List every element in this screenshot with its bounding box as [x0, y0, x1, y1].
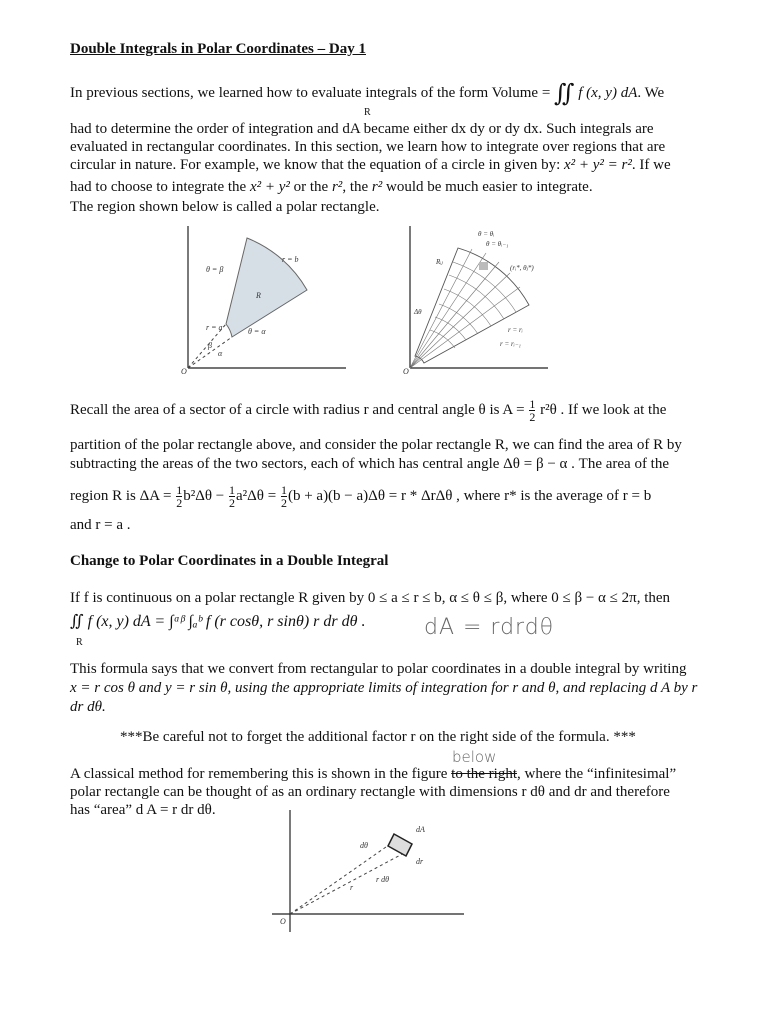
fig3-small-rectangle — [388, 834, 412, 856]
fig2-label-ri: r = rᵢ — [508, 326, 523, 334]
intro-line-2: had to determine the order of integration and dA became either dx dy or dy dx. Such integrals are — [70, 121, 654, 137]
fig2-grid — [410, 249, 520, 368]
handwritten-below: below — [452, 748, 497, 766]
double-integral-symbol: ∬ — [554, 81, 575, 107]
fig2-label-ri1: r = rᵢ₋₁ — [500, 340, 521, 348]
fig3-label-dtheta: dθ — [360, 841, 368, 850]
intro-l4-text: circular in nature. For example, we know that the equation of a circle in given by: — [70, 157, 561, 173]
frac3-den: 2 — [280, 496, 287, 510]
frac3-num: 1 — [280, 483, 287, 497]
recall-line-3: subtracting the areas of the two sectors, each of which has central angle Δθ = β − α . The area of the — [70, 456, 670, 472]
recall-line-5: and r = a . — [70, 517, 131, 533]
section-heading: Change to Polar Coordinates in a Double Integral — [70, 553, 389, 569]
intro-l1-region: R — [364, 107, 371, 118]
fig3-label-r: r — [350, 883, 354, 892]
method-line-3: has “area” d A = r dr dθ. — [70, 802, 216, 818]
frac1-den: 2 — [176, 496, 183, 510]
recall-l1-text: Recall the area of a sector of a circle with radius r and central angle θ is A = — [70, 401, 525, 418]
fig1-region — [226, 238, 307, 337]
method-line-1 — [70, 765, 676, 784]
recall-l4-frac-2 — [229, 484, 235, 509]
fig1-label-theta-beta: θ = β — [206, 265, 224, 274]
recall-l4-a: region R is ΔA = — [70, 487, 172, 504]
page-title: Double Integrals in Polar Coordinates – Day 1 — [70, 41, 366, 57]
fig2-label-dtheta: Δθ — [414, 308, 422, 316]
fig1-label-beta: β — [208, 341, 212, 350]
frac2-num: 1 — [229, 483, 235, 497]
intro-line-5 — [70, 178, 593, 197]
handwritten-note: dA = rdrdθ — [424, 615, 555, 640]
fig1-label-r-b: r = b — [282, 255, 299, 264]
method-l1-a: A classical method for remembering this is shown in the figure — [70, 766, 452, 782]
fig2-highlight-cell — [479, 262, 488, 270]
change-line-1: If f is continuous on a polar rectangle R given by 0 ≤ a ≤ r ≤ b, α ≤ θ ≤ β, where 0 ≤ β − α ≤ 2π, then — [70, 590, 671, 606]
frac1-num: 1 — [176, 483, 183, 497]
change-line-4: dr dθ. — [70, 699, 106, 715]
intro-l4-end: . If we — [631, 157, 671, 173]
intro-l1-text: In previous sections, we learned how to evaluate integrals of the form Volume = — [70, 85, 551, 101]
intro-line-3: evaluated in rectangular coordinates. In this section, we learn how to integrate over regions that are — [70, 139, 666, 155]
method-line-2: polar rectangle can be thought of as an ordinary rectangle with dimensions r dθ and dr and therefore — [70, 784, 670, 800]
recall-l1-num: 1 — [529, 397, 536, 411]
recall-l4-d: (b + a)(b − a)Δθ = r * ΔrΔθ , where r* is the average of r = b — [287, 487, 652, 504]
intro-l5-b: x² + y² — [249, 179, 290, 195]
fig1-label-r-a: r = a — [206, 323, 223, 332]
intro-line-4 — [70, 156, 671, 175]
intro-l5-c: or the — [293, 179, 329, 195]
fig2-label-point: (rᵢ*, θⱼ*) — [510, 264, 534, 272]
change-formula: ∬ f (x, y) dA = ∫ᵅᵝ ∫ₐᵇ f (r cosθ, r sinθ) r dr dθ . — [70, 613, 366, 630]
intro-line-6: The region shown below is called a polar rectangle. — [70, 199, 380, 215]
change-line-2: This formula says that we convert from rectangular to polar coordinates in a double integral by writing — [70, 661, 687, 677]
method-l1-b: , where the “infinitesimal” — [517, 766, 677, 782]
recall-l4-frac-3 — [281, 484, 287, 509]
intro-l5-a: had to choose to integrate the — [70, 179, 247, 195]
fig2-label-theta-i1: θ = θᵢ₋₁ — [486, 240, 509, 248]
recall-line-1 — [70, 398, 666, 423]
intro-l1-end: . We — [637, 85, 665, 101]
change-line-3: x = r cos θ and y = r sin θ, using the appropriate limits of integration for r and θ, and replacing d A by r — [70, 680, 698, 696]
fig2-label-theta-i: θ = θᵢ — [478, 230, 495, 238]
fig1-label-alpha: α — [218, 349, 223, 358]
recall-l1-fraction — [529, 398, 535, 423]
change-formula-region: R — [76, 637, 83, 648]
fig1-label-theta-alpha: θ = α — [248, 327, 266, 336]
intro-l1-integrand: f (x, y) dA — [578, 85, 638, 101]
intro-l5-g: would be much easier to integrate. — [385, 179, 593, 195]
recall-line-2: partition of the polar rectangle above, and consider the polar rectangle R, we can find the area of R by — [70, 437, 682, 453]
fig2-label-Rij: Rᵢⱼ — [436, 258, 443, 266]
recall-l4-frac-1 — [176, 484, 182, 509]
fig3-label-dr: dr — [416, 857, 424, 866]
fig3-label-rdtheta: r dθ — [376, 875, 390, 884]
polar-rectangle-figure — [178, 222, 348, 378]
intro-l5-f: r² — [371, 179, 383, 195]
polar-partition-figure — [400, 222, 550, 378]
intro-l4-eq: x² + y² = r² — [564, 157, 632, 173]
recall-l1-end: r²θ . If we look at the — [540, 401, 667, 418]
recall-l1-den: 2 — [529, 410, 536, 424]
fig3-label-origin: O — [280, 917, 286, 926]
fig3-label-dA: dA — [416, 825, 425, 834]
intro-line-1 — [70, 81, 665, 107]
fig1-label-R: R — [256, 291, 261, 300]
recall-l4-c: a²Δθ = — [236, 487, 277, 504]
recall-line-4 — [70, 484, 651, 509]
fig2-label-origin: O — [403, 367, 409, 376]
intro-l5-e: , the — [342, 179, 369, 195]
intro-l5-d: r² — [331, 179, 343, 195]
frac2-den: 2 — [229, 496, 235, 510]
infinitesimal-rectangle-figure — [266, 808, 466, 938]
recall-l4-b: b²Δθ − — [183, 487, 225, 504]
careful-note: ***Be careful not to forget the additional factor r on the right side of the formula. *** — [120, 729, 636, 745]
fig1-label-origin: O — [181, 367, 187, 376]
method-l1-strike: to the right — [451, 766, 517, 782]
